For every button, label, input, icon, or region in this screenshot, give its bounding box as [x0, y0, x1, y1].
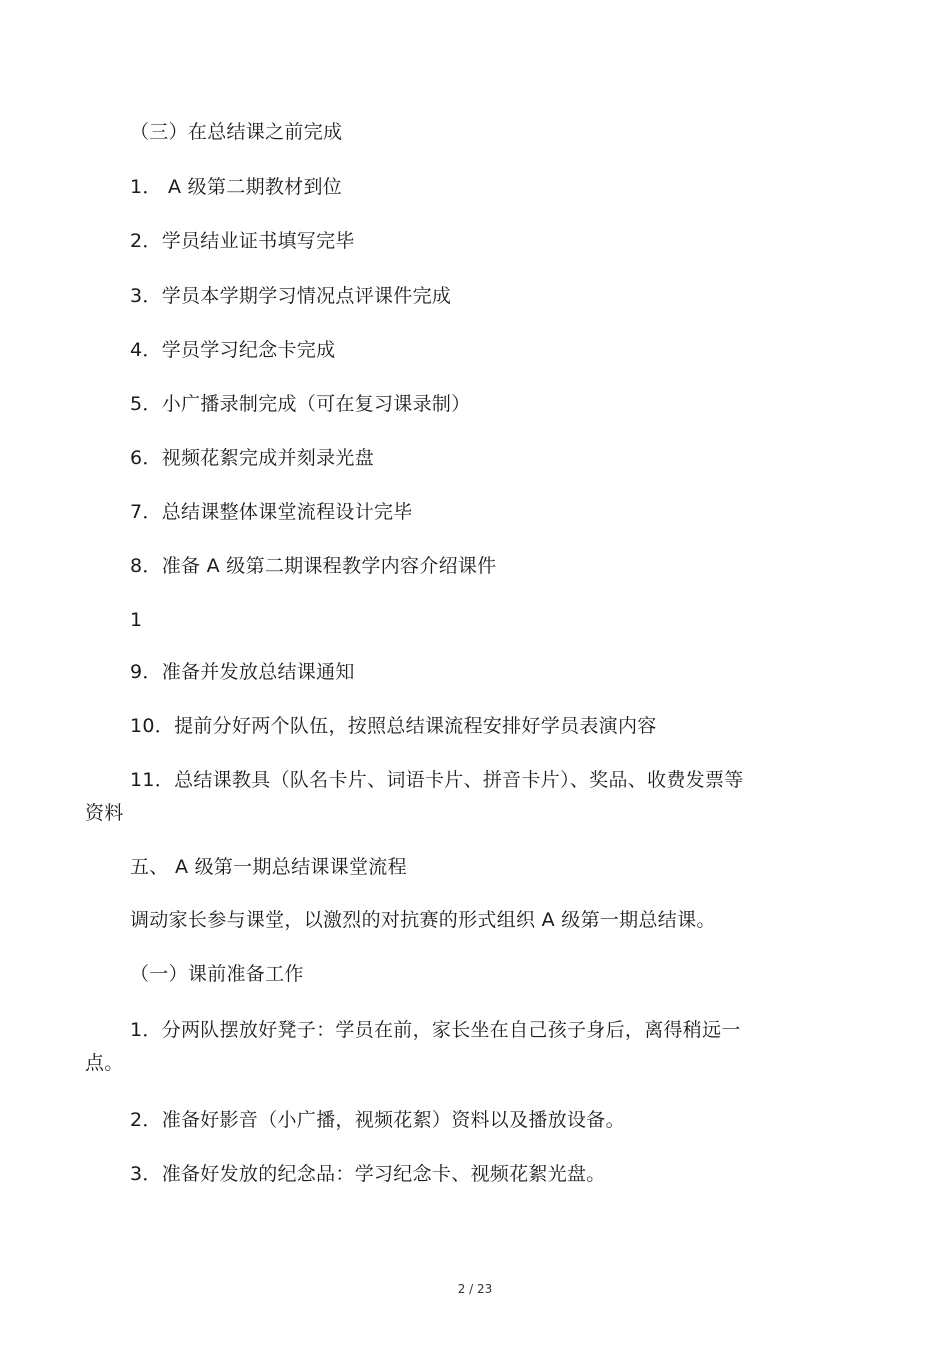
- list-item: 5．小广播录制完成（可在复习课录制）: [130, 393, 471, 415]
- list-item-continuation: 资料: [85, 802, 124, 824]
- list-item: 8．准备 A 级第二期课程教学内容介绍课件: [130, 555, 497, 577]
- page-number: 2 / 23: [457, 1282, 493, 1296]
- list-item: 1． A 级第二期教材到位: [130, 176, 343, 198]
- stray-number: 1: [130, 609, 143, 631]
- list-item: 4．学员学习纪念卡完成: [130, 339, 336, 361]
- list-item: 3．准备好发放的纪念品：学习纪念卡、视频花絮光盘。: [130, 1163, 606, 1185]
- list-item: 11．总结课教具（队名卡片、词语卡片、拼音卡片）、奖品、收费发票等: [130, 769, 744, 791]
- subsection-heading-1: （一）课前准备工作: [130, 963, 304, 985]
- list-item: 3．学员本学期学习情况点评课件完成: [130, 285, 452, 307]
- list-item: 6．视频花絮完成并刻录光盘: [130, 447, 374, 469]
- list-item: 1．分两队摆放好凳子：学员在前，家长坐在自己孩子身后，离得稍远一: [130, 1019, 741, 1041]
- paragraph: 调动家长参与课堂，以激烈的对抗赛的形式组织 A 级第一期总结课。: [130, 909, 716, 931]
- list-item: 10．提前分好两个队伍，按照总结课流程安排好学员表演内容: [130, 715, 657, 737]
- list-item: 9．准备并发放总结课通知: [130, 661, 355, 683]
- list-item: 7．总结课整体课堂流程设计完毕: [130, 501, 413, 523]
- section-heading-5: 五、 A 级第一期总结课课堂流程: [130, 856, 407, 878]
- list-item-continuation: 点。: [85, 1052, 124, 1074]
- list-item: 2．学员结业证书填写完毕: [130, 230, 355, 252]
- section-heading-3: （三）在总结课之前完成: [130, 121, 343, 143]
- list-item: 2．准备好影音（小广播，视频花絮）资料以及播放设备。: [130, 1109, 625, 1131]
